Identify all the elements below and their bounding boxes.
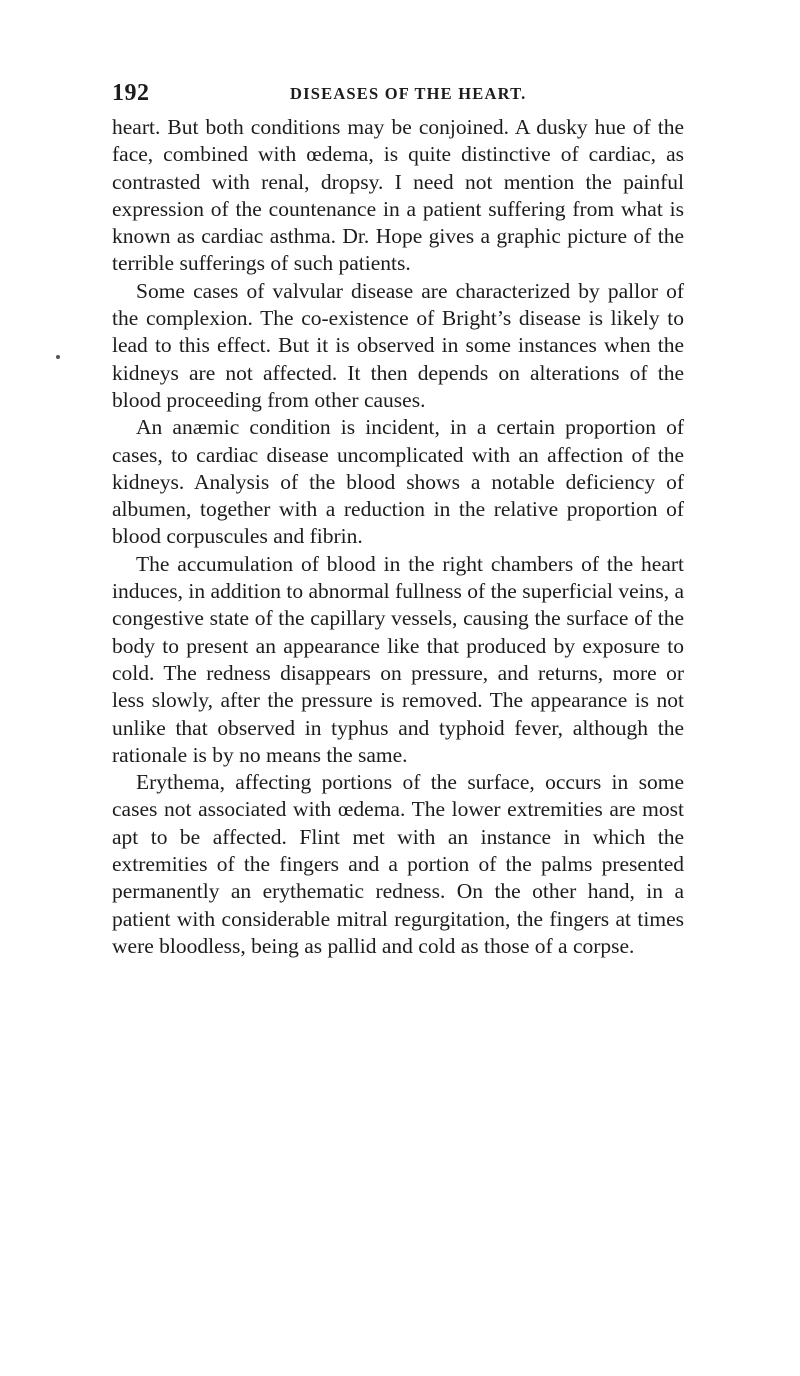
paragraph: heart. But both conditions may be conjoined. A dusky hue of the face, combined with œdema, is quite distinctive of cardiac, as contrasted with renal, dropsy. I need not mention the painful expression of the countenance in a patient suffering from what is known as cardiac asthma. Dr. Hope gives a graphic picture of the terrible sufferings of such patients. bbox=[112, 115, 684, 276]
running-head bbox=[112, 78, 682, 108]
paragraph: Erythema, affecting portions of the surface, occurs in some cases not associated with œdema. The lower extremities are most apt to be affected. Flint met with an instance in which the extremities of the fingers and a portion of the palms presented permanently an erythematic redness. On the other hand, in a patient with considerable mitral regurgitation, the fingers at times were bloodless, being as pallid and cold as those of a corpse. bbox=[112, 770, 684, 958]
running-title: DISEASES OF THE HEART. bbox=[290, 84, 527, 103]
page-number: 192 bbox=[112, 80, 150, 106]
paragraph: The accumulation of blood in the right chambers of the heart induces, in addition to abnormal fullness of the superficial veins, a congestive state of the capillary vessels, causing the surface of the body to present an appearance like that produced by exposure to cold. The redness disappears on pressure, and returns, more or less slowly, after the pressure is removed. The appearance is not unlike that observed in typhus and typhoid fever, although the rationale is by no means the same. bbox=[112, 551, 684, 767]
paragraph: An anæmic condition is incident, in a certain proportion of cases, to cardiac disease uncomplicated with an affection of the kidneys. Analysis of the blood shows a notable deficiency of albumen, together with a reduction in the relative proportion of blood corpuscules and fibrin. bbox=[112, 415, 684, 549]
paragraph: Some cases of valvular disease are characterized by pallor of the complexion. The co-existence of Bright’s disease is likely to lead to this effect. But it is observed in some instances when the kidneys are not affected. It then depends on alterations of the blood proceeding from other causes. bbox=[112, 278, 684, 412]
body-text bbox=[112, 114, 684, 960]
margin-speck bbox=[56, 355, 60, 359]
